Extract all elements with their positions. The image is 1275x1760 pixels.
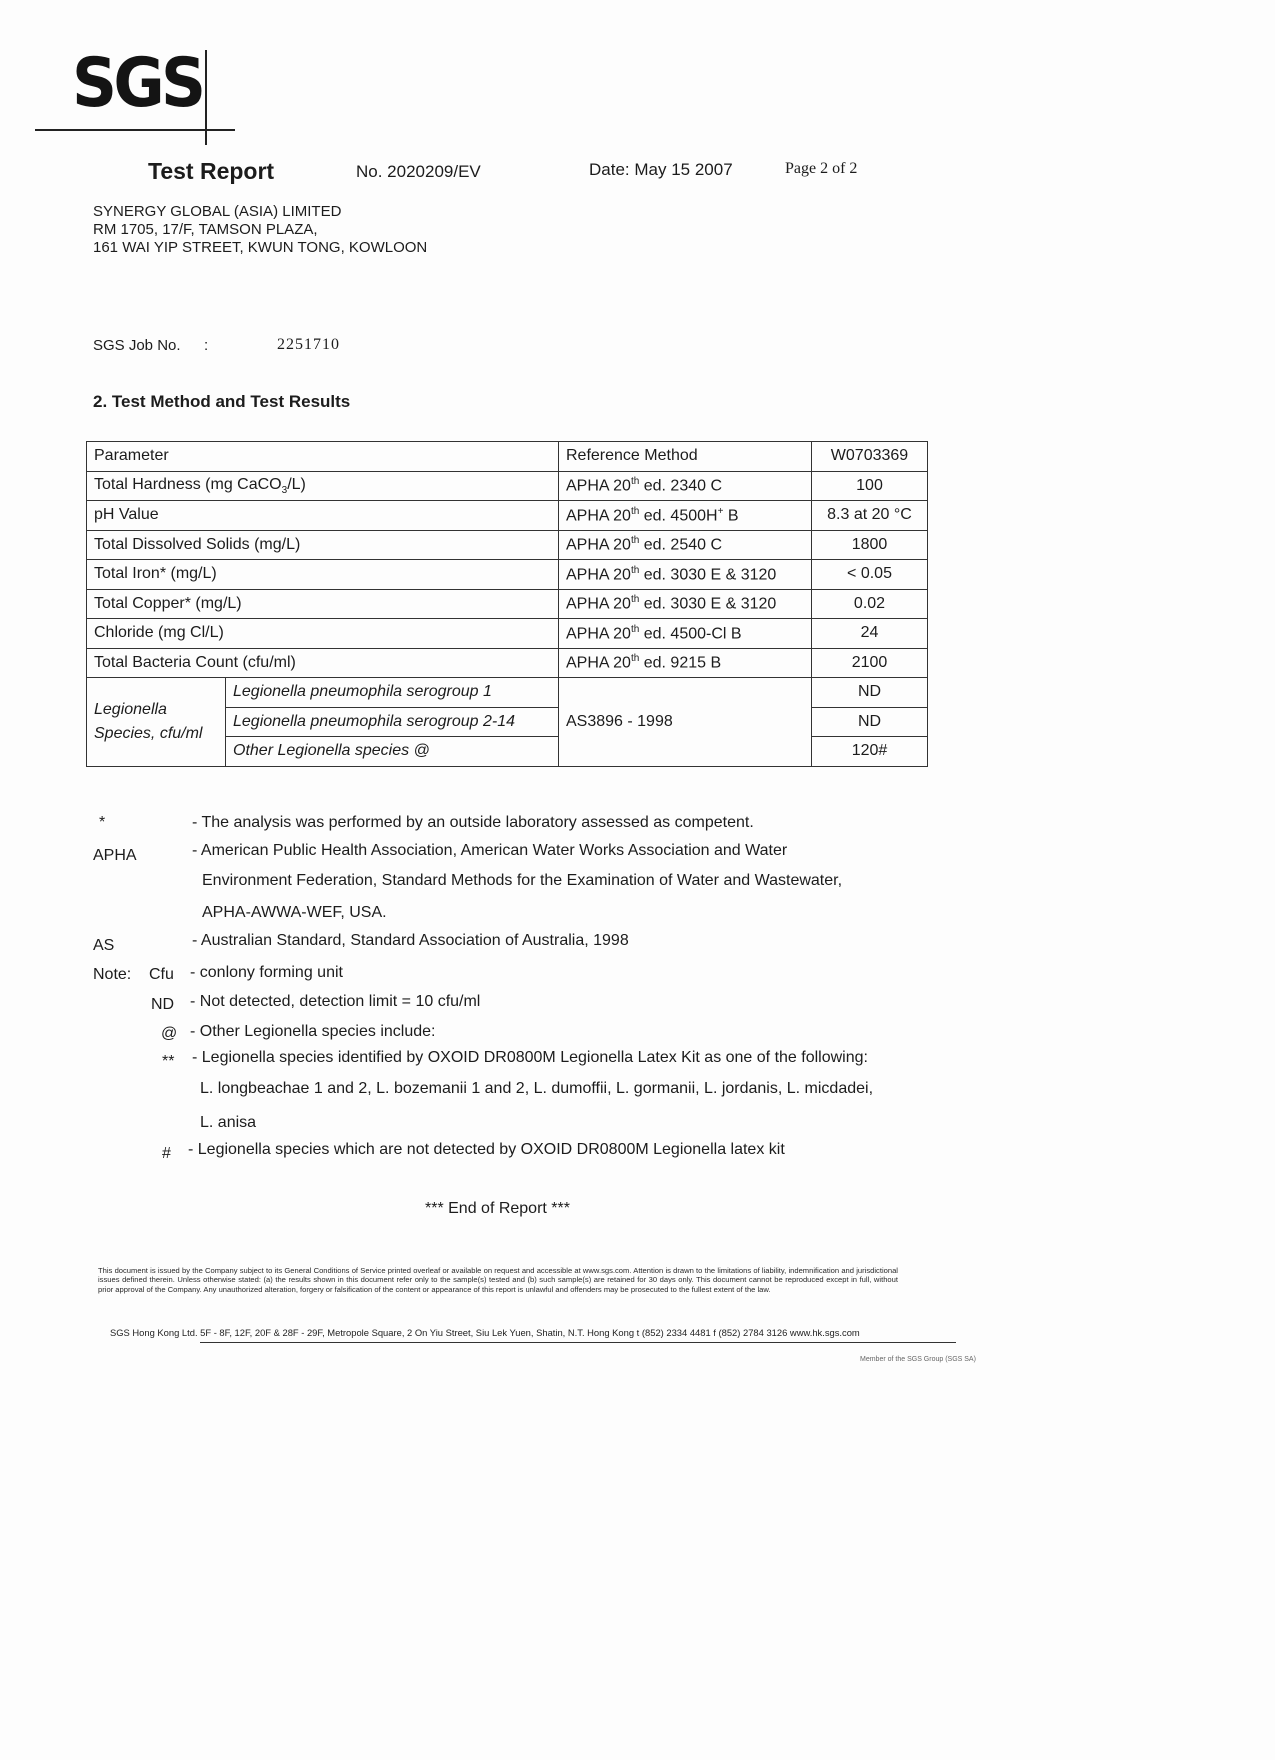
logo-text: SGS [72, 44, 203, 123]
table-row [87, 648, 928, 678]
job-number-label: SGS Job No. [93, 337, 181, 354]
note-apha-line: Environment Federation, Standard Methods for the Examination of Water and Wastewater, [202, 872, 843, 889]
result-cell: ND [812, 707, 928, 737]
logo-vertical-rule [205, 50, 207, 145]
parameter-cell: pH Value [87, 501, 559, 531]
note-hash-text: - Legionella species which are not detected by OXOID DR0800M Legionella latex kit [188, 1141, 785, 1158]
address-line: 161 WAI YIP STREET, KWUN TONG, KOWLOON [93, 239, 428, 256]
method-cell: APHA 20th ed. 9215 B [559, 648, 812, 678]
sgs-logo [70, 44, 235, 145]
note-at-text: - Other Legionella species include: [190, 1023, 436, 1040]
legionella-group-line: Species, cfu/ml [94, 724, 203, 742]
header-reference-method: Reference Method [559, 442, 812, 472]
note-apha-line: - American Public Health Association, American Water Works Association and Water [192, 842, 788, 859]
note-cfu-label: Cfu [149, 966, 174, 983]
note-nd-text: - Not detected, detection limit = 10 cfu/ml [190, 993, 481, 1010]
address-line: SYNERGY GLOBAL (ASIA) LIMITED [93, 203, 342, 220]
table-row [87, 619, 928, 649]
footer-rule [200, 1342, 956, 1343]
parameter-cell: Total Dissolved Solids (mg/L) [87, 530, 559, 560]
result-cell: 2100 [812, 648, 928, 678]
method-cell: APHA 20th ed. 3030 E & 3120 [559, 589, 812, 619]
table-row [87, 530, 928, 560]
note-double-star-label: ** [162, 1053, 175, 1070]
method-cell: APHA 20th ed. 3030 E & 3120 [559, 560, 812, 590]
note-label: Note: [93, 966, 132, 983]
parameter-cell: Total Hardness (mg CaCO$_3$/L) [87, 471, 559, 501]
result-cell: 24 [812, 619, 928, 649]
header-sample-id: W0703369 [812, 442, 928, 472]
table-row [87, 501, 928, 531]
result-cell: < 0.05 [812, 560, 928, 590]
table-row [87, 678, 928, 708]
report-title: Test Report [148, 158, 275, 184]
method-cell: APHA 20th ed. 2340 C [559, 471, 812, 501]
table-header-row [87, 442, 928, 472]
legionella-method-cell: AS3896 - 1998 [559, 678, 812, 767]
disclaimer-text: This document is issued by the Company subject to its General Conditions of Service printed overleaf or available on request and accessible at www.sgs.com. Attention is drawn to the limitations of liability, indemnification and jurisdictional issues defined therein. Unless otherwise stated: (a) the results shown in this document refer only to the sample(s) tested and (b) such sample(s) are retained for 30 days only. This document cannot be reproduced except in full, without prior approval of the Company. Any unauthorized alteration, forgery or falsification of the content or appearance of this report is unlawful and offenders may be prosecuted to the fullest extent of the law. [98, 1266, 898, 1294]
page-number: Page 2 of 2 [785, 160, 858, 177]
note-star-text: - The analysis was performed by an outside laboratory assessed as competent. [192, 814, 754, 831]
note-as-text: - Australian Standard, Standard Association of Australia, 1998 [192, 932, 629, 949]
note-double-star-line: L. longbeachae 1 and 2, L. bozemanii 1 and 2, L. dumoffii, L. gormanii, L. jordanis, L. micdadei, [200, 1080, 874, 1097]
parameter-cell: Total Copper* (mg/L) [87, 589, 559, 619]
end-of-report: *** End of Report *** [425, 1200, 570, 1217]
member-text: Member of the SGS Group (SGS SA) [860, 1356, 976, 1363]
note-hash-label: # [162, 1145, 171, 1162]
job-number-value: 2251710 [277, 336, 340, 353]
result-cell: 8.3 at 20 °C [812, 501, 928, 531]
legionella-group-cell [87, 678, 226, 767]
note-as-label: AS [93, 937, 115, 954]
legionella-species-cell: Legionella pneumophila serogroup 2-14 [226, 707, 559, 737]
job-number-separator: : [204, 337, 209, 354]
note-cfu-text: - conlony forming unit [190, 964, 343, 981]
company-footer: SGS Hong Kong Ltd. 5F - 8F, 12F, 20F & 28F - 29F, Metropole Square, 2 On Yiu Street, Siu Lek Yuen, Shatin, N.T. Hong Kong t (852) 2334 4481 f (852) 2784 3126 www.hk.sgs.com [110, 1327, 860, 1338]
note-double-star-line: L. anisa [200, 1114, 257, 1131]
method-cell: APHA 20th ed. 4500-Cl B [559, 619, 812, 649]
parameter-cell: Total Iron* (mg/L) [87, 560, 559, 590]
legionella-group-line: Legionella [94, 700, 167, 718]
address-line: RM 1705, 17/F, TAMSON PLAZA, [93, 221, 318, 238]
result-cell: 1800 [812, 530, 928, 560]
parameter-cell: Chloride (mg Cl/L) [87, 619, 559, 649]
note-at-label: @ [161, 1025, 178, 1042]
report-number: No. 2020209/EV [356, 162, 481, 181]
note-star-symbol: * [99, 814, 106, 831]
result-cell: ND [812, 678, 928, 708]
note-apha-label: APHA [93, 847, 137, 864]
method-cell: APHA 20th ed. 4500H+ B [559, 501, 812, 531]
result-cell: 120# [812, 737, 928, 767]
report-date: Date: May 15 2007 [589, 160, 733, 179]
legionella-species-cell: Other Legionella species @ [226, 737, 559, 767]
table-row [87, 589, 928, 619]
section-title: 2. Test Method and Test Results [93, 392, 351, 411]
table-row [87, 471, 928, 501]
note-nd-label: ND [151, 996, 175, 1013]
results-table [86, 441, 928, 767]
table-row [87, 560, 928, 590]
parameter-cell: Total Bacteria Count (cfu/ml) [87, 648, 559, 678]
method-cell: APHA 20th ed. 2540 C [559, 530, 812, 560]
result-cell: 100 [812, 471, 928, 501]
legionella-species-cell: Legionella pneumophila serogroup 1 [226, 678, 559, 708]
result-cell: 0.02 [812, 589, 928, 619]
note-double-star-line: - Legionella species identified by OXOID DR0800M Legionella Latex Kit as one of the following: [192, 1049, 868, 1066]
header-parameter: Parameter [87, 442, 559, 472]
note-apha-line: APHA-AWWA-WEF, USA. [202, 904, 387, 921]
client-address [93, 203, 427, 257]
